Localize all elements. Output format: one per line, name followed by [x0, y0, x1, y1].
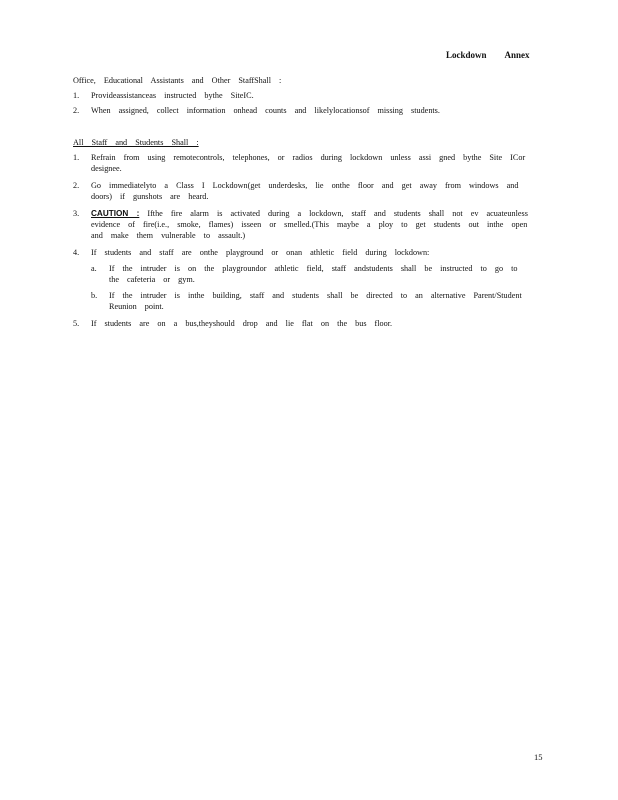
header-title-word2: Annex	[504, 50, 530, 60]
header-title-word1: Lockdown	[446, 50, 487, 60]
item-text: Ifthe fire alarm is activated during a lockdown, staff and students shall not ev acuateunless evidence of fire(i.e., smoke, flames) isseen or smelled.(This maybe a ploy to get students out inthe open and make them vulnerable to assault.)	[91, 209, 528, 240]
list-item	[73, 180, 533, 202]
page-number: 15	[534, 752, 543, 762]
list-item	[73, 318, 533, 329]
sub-list-item	[91, 290, 533, 312]
office-staff-heading: Office, Educational Assistants and Other StaffShall :	[73, 76, 282, 85]
item-text: Go immediatelyto a Class I Lockdown(get underdesks, lie onthe floor and get away from windows and doors) if gunshots are heard.	[91, 181, 519, 201]
item-number: 5.	[73, 319, 80, 328]
item-number: 1.	[73, 153, 80, 162]
item-text: When assigned, collect information onhead counts and likelylocationsof missing students.	[91, 106, 440, 115]
item-number: 3.	[73, 209, 80, 218]
all-staff-heading: All Staff and Students Shall :	[73, 138, 199, 147]
item-number: 2.	[73, 181, 80, 190]
sub-list-item	[91, 263, 533, 285]
item-number: 2.	[73, 106, 80, 115]
page-header	[446, 50, 530, 60]
list-item	[73, 208, 533, 241]
list-item	[73, 247, 533, 258]
item-text: If students and staff are onthe playground or onan athletic field during lockdown:	[91, 248, 430, 257]
item-text: Refrain from using remotecontrols, telephones, or radios during lockdown unless assi gned bythe Site ICor designee.	[91, 153, 526, 173]
list-item	[73, 152, 533, 174]
item-letter: a.	[91, 264, 97, 273]
caution-label: CAUTION :	[91, 209, 140, 218]
item-letter: b.	[91, 291, 98, 300]
item-number: 1.	[73, 91, 80, 100]
item-text: Provideassistanceas instructed bythe SiteIC.	[91, 91, 254, 100]
all-staff-section	[73, 137, 533, 329]
item-text: If the intruder is on the playgroundor athletic field, staff andstudents shall be instructed to go to the cafeteria or gym.	[109, 264, 518, 284]
item-text: If the intruder is inthe building, staff and students shall be directed to an alternative Parent/Student Reunion point.	[109, 291, 522, 311]
item-number: 4.	[73, 248, 80, 257]
list-item	[73, 90, 533, 101]
office-staff-section	[73, 75, 533, 116]
list-item	[73, 105, 533, 116]
item-text: If students are on a bus,theyshould drop and lie flat on the bus floor.	[91, 319, 393, 328]
